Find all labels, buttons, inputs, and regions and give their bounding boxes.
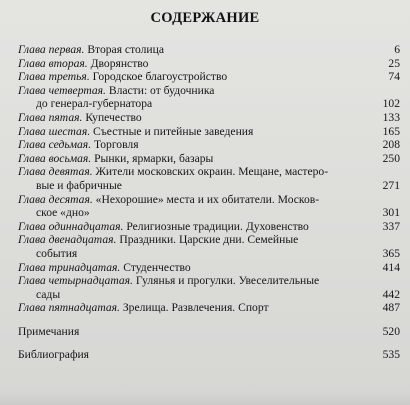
- page-number: 365: [382, 246, 400, 260]
- toc-entry: [18, 125, 400, 139]
- toc-entry-title: [18, 348, 400, 362]
- page-number: 337: [382, 219, 400, 233]
- chapter-prefix: Глава третья.: [18, 70, 90, 84]
- toc-entry-title: [18, 84, 400, 111]
- chapter-text-continuation: события: [36, 246, 78, 260]
- toc-entry-title: [18, 233, 400, 260]
- toc-entry: [18, 220, 400, 234]
- chapter-text-continuation: ское «дно»: [36, 206, 90, 220]
- toc-entry-title: [18, 325, 400, 339]
- toc-entry-title: [18, 57, 400, 71]
- page-number: 208: [382, 138, 400, 152]
- page-number: 271: [382, 178, 400, 192]
- chapter-text-continuation: сады: [36, 287, 61, 301]
- page-number: 520: [382, 324, 400, 338]
- chapter-text: Религиозные традиции. Духовенство: [126, 219, 309, 233]
- toc-entry-title: [18, 261, 400, 275]
- page-number: 25: [388, 56, 400, 70]
- toc-entry: [18, 261, 400, 275]
- chapter-prefix: Глава шестая.: [18, 124, 91, 138]
- page-number: 250: [382, 151, 400, 165]
- section-text: Библиография: [18, 348, 90, 362]
- toc-entry-title: [18, 220, 400, 234]
- toc-entry: [18, 274, 400, 301]
- chapter-text: Торговля: [94, 138, 139, 152]
- toc-entry: [18, 43, 400, 57]
- chapter-text: Вторая столица: [87, 43, 164, 56]
- chapter-prefix: Глава одиннадцатая.: [18, 219, 124, 233]
- chapter-prefix: Глава четвертая.: [18, 83, 106, 97]
- chapter-prefix: Глава вторая.: [18, 56, 88, 70]
- toc-entry: [18, 152, 400, 166]
- chapter-text: Праздники. Царские дни. Семейные: [119, 233, 299, 247]
- page-number: 165: [382, 124, 400, 138]
- page-number: 442: [382, 287, 400, 301]
- page-number: 535: [382, 348, 400, 362]
- chapter-text: Зрелища. Развлечения. Спорт: [122, 301, 269, 315]
- toc-entry-title: [18, 274, 400, 301]
- chapter-text: Студенчество: [123, 260, 191, 274]
- page-number: 487: [382, 301, 400, 315]
- toc-entry: [18, 57, 400, 71]
- toc-heading: СОДЕРЖАНИЕ: [150, 10, 260, 26]
- page-number: 414: [382, 260, 400, 274]
- chapter-text: Дворянство: [90, 56, 149, 70]
- chapter-text: Гулянья и прогулки. Увеселительные: [135, 274, 320, 288]
- page-number: 74: [388, 70, 400, 84]
- page-number: 301: [382, 206, 400, 220]
- toc-entry: [18, 138, 400, 152]
- chapter-text: «Нехорошие» места и их обитатели. Москов-: [95, 192, 320, 206]
- toc-entry-title: [18, 301, 400, 315]
- chapter-prefix: Глава пятая.: [18, 110, 83, 124]
- page-bottom-shadow: [0, 391, 410, 405]
- toc-entry-title: [18, 70, 400, 84]
- chapter-text-continuation: до генерал-губернатора: [36, 97, 153, 111]
- toc-entry-title: [18, 111, 400, 125]
- chapter-prefix: Глава восьмая.: [18, 151, 92, 165]
- toc-entry: [18, 193, 400, 220]
- table-of-contents: [18, 43, 400, 362]
- toc-entry-title: [18, 125, 400, 139]
- toc-entry-title: [18, 165, 400, 192]
- chapter-text: Городское благоустройство: [92, 70, 228, 84]
- chapter-text: Съестные и питейные заведения: [93, 124, 254, 138]
- chapter-prefix: Глава четырнадцатая.: [18, 274, 133, 288]
- toc-entry: [18, 111, 400, 125]
- chapter-text: Жители московских окраин. Мещане, мастеро-: [95, 165, 329, 179]
- page-number: 102: [382, 97, 400, 111]
- page-number: 133: [382, 110, 400, 124]
- toc-entry-title: [18, 43, 400, 57]
- toc-entry-notes: [18, 325, 400, 339]
- chapter-text-continuation: вые и фабричные: [36, 178, 122, 192]
- chapter-prefix: Глава тринадцатая.: [18, 260, 121, 274]
- toc-entry-title: [18, 138, 400, 152]
- toc-entry-title: [18, 193, 400, 220]
- chapter-prefix: Глава пятнадцатая.: [18, 301, 120, 315]
- chapter-text: Рынки, ярмарки, базары: [94, 151, 214, 165]
- section-text: Примечания: [18, 324, 80, 338]
- toc-entry-title: [18, 152, 400, 166]
- page-number: 6: [394, 43, 400, 56]
- toc-entry: [18, 84, 400, 111]
- toc-entry: [18, 301, 400, 315]
- chapter-prefix: Глава первая.: [18, 43, 85, 56]
- toc-entry: [18, 233, 400, 260]
- chapter-text: Купечество: [85, 110, 142, 124]
- chapter-prefix: Глава седьмая.: [18, 138, 92, 152]
- toc-entry: [18, 165, 400, 192]
- toc-entry-bibliography: [18, 348, 400, 362]
- chapter-prefix: Глава двенадцатая.: [18, 233, 117, 247]
- toc-entry: [18, 70, 400, 84]
- chapter-text: Власти: от будочника: [108, 83, 215, 97]
- chapter-prefix: Глава девятая.: [18, 165, 93, 179]
- chapter-prefix: Глава десятая.: [18, 192, 93, 206]
